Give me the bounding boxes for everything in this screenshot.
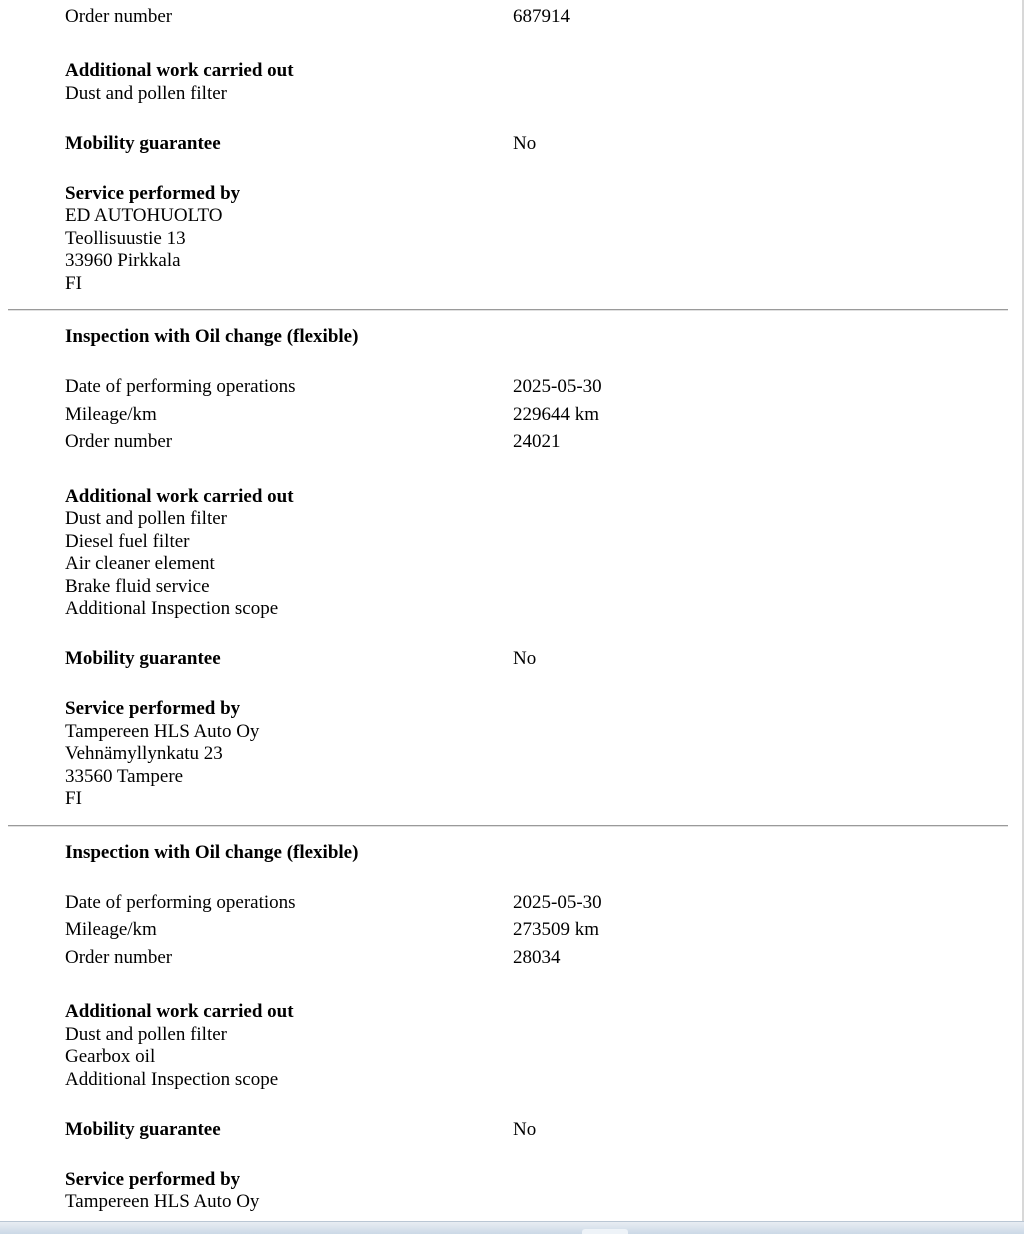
field-value: 24021: [513, 431, 561, 452]
field-label: Order number: [65, 946, 173, 968]
service-performed-by-heading: Service performed by: [65, 1168, 241, 1190]
field-row: [0, 919, 1024, 947]
mobility-guarantee-value: No: [513, 1118, 537, 1140]
mobility-guarantee-row: [0, 1119, 1024, 1142]
field-label: Order number: [65, 431, 173, 452]
additional-work-item: Dust and pollen filter: [65, 82, 227, 104]
mobility-guarantee-value: No: [513, 132, 537, 154]
field-value: 229644 km: [513, 403, 600, 425]
additional-work-item: Additional Inspection scope: [65, 1068, 279, 1090]
field-row: [0, 947, 1024, 975]
mobility-guarantee-row: [0, 648, 1024, 671]
field-label: Order number: [65, 5, 173, 27]
service-provider-line: Vehnämyllynkatu 23: [65, 743, 223, 764]
additional-work-heading: Additional work carried out: [65, 485, 294, 507]
service-record: [0, 842, 1024, 1214]
service-record-title: Inspection with Oil change (flexible): [65, 326, 359, 347]
field-row: [0, 404, 1024, 432]
field-label: Mileage/km: [65, 403, 157, 425]
service-provider-line: ED AUTOHUOLTO: [65, 205, 223, 226]
field-value: 687914: [513, 5, 570, 27]
field-row: [0, 431, 1024, 459]
field-label: Date of performing operations: [65, 891, 296, 913]
mobility-guarantee-label: Mobility guarantee: [65, 1118, 221, 1140]
service-provider-line: Teollisuustie 13: [65, 227, 186, 249]
additional-work-item: Additional Inspection scope: [65, 598, 279, 619]
service-provider-line: FI: [65, 788, 82, 809]
service-record: [0, 326, 1024, 842]
additional-work-heading: Additional work carried out: [65, 1001, 294, 1022]
service-provider-line: Tampereen HLS Auto Oy: [65, 720, 260, 742]
service-record: [0, 0, 1024, 326]
mobility-guarantee-label: Mobility guarantee: [65, 132, 221, 154]
additional-work-item: Dust and pollen filter: [65, 508, 227, 529]
mobility-guarantee-label: Mobility guarantee: [65, 648, 221, 669]
field-value: 28034: [513, 946, 561, 968]
field-row: [0, 376, 1024, 404]
horizontal-scrollbar[interactable]: [0, 1221, 1024, 1234]
additional-work-item: Brake fluid service: [65, 575, 210, 597]
field-value: 2025-05-30: [513, 891, 602, 913]
mobility-guarantee-value: No: [513, 648, 537, 669]
scrollbar-thumb[interactable]: [582, 1229, 628, 1234]
field-value: 2025-05-30: [513, 376, 602, 397]
additional-work-item: Dust and pollen filter: [65, 1023, 227, 1045]
field-value: 273509 km: [513, 919, 600, 940]
field-label: Date of performing operations: [65, 376, 296, 397]
field-row: [0, 892, 1024, 920]
additional-work-item: Diesel fuel filter: [65, 530, 190, 552]
mobility-guarantee-row: [0, 133, 1024, 156]
additional-work-item: Air cleaner element: [65, 553, 215, 574]
service-provider-line: FI: [65, 272, 82, 294]
service-provider-line: 33960 Pirkkala: [65, 250, 181, 271]
field-row: [0, 6, 1024, 34]
additional-work-item: Gearbox oil: [65, 1046, 156, 1067]
additional-work-heading: Additional work carried out: [65, 60, 294, 81]
service-provider-line: Tampereen HLS Auto Oy: [65, 1191, 260, 1212]
service-provider-line: 33560 Tampere: [65, 765, 184, 787]
service-record-title: Inspection with Oil change (flexible): [65, 841, 359, 863]
service-performed-by-heading: Service performed by: [65, 182, 241, 204]
service-performed-by-heading: Service performed by: [65, 698, 241, 719]
field-label: Mileage/km: [65, 919, 157, 940]
